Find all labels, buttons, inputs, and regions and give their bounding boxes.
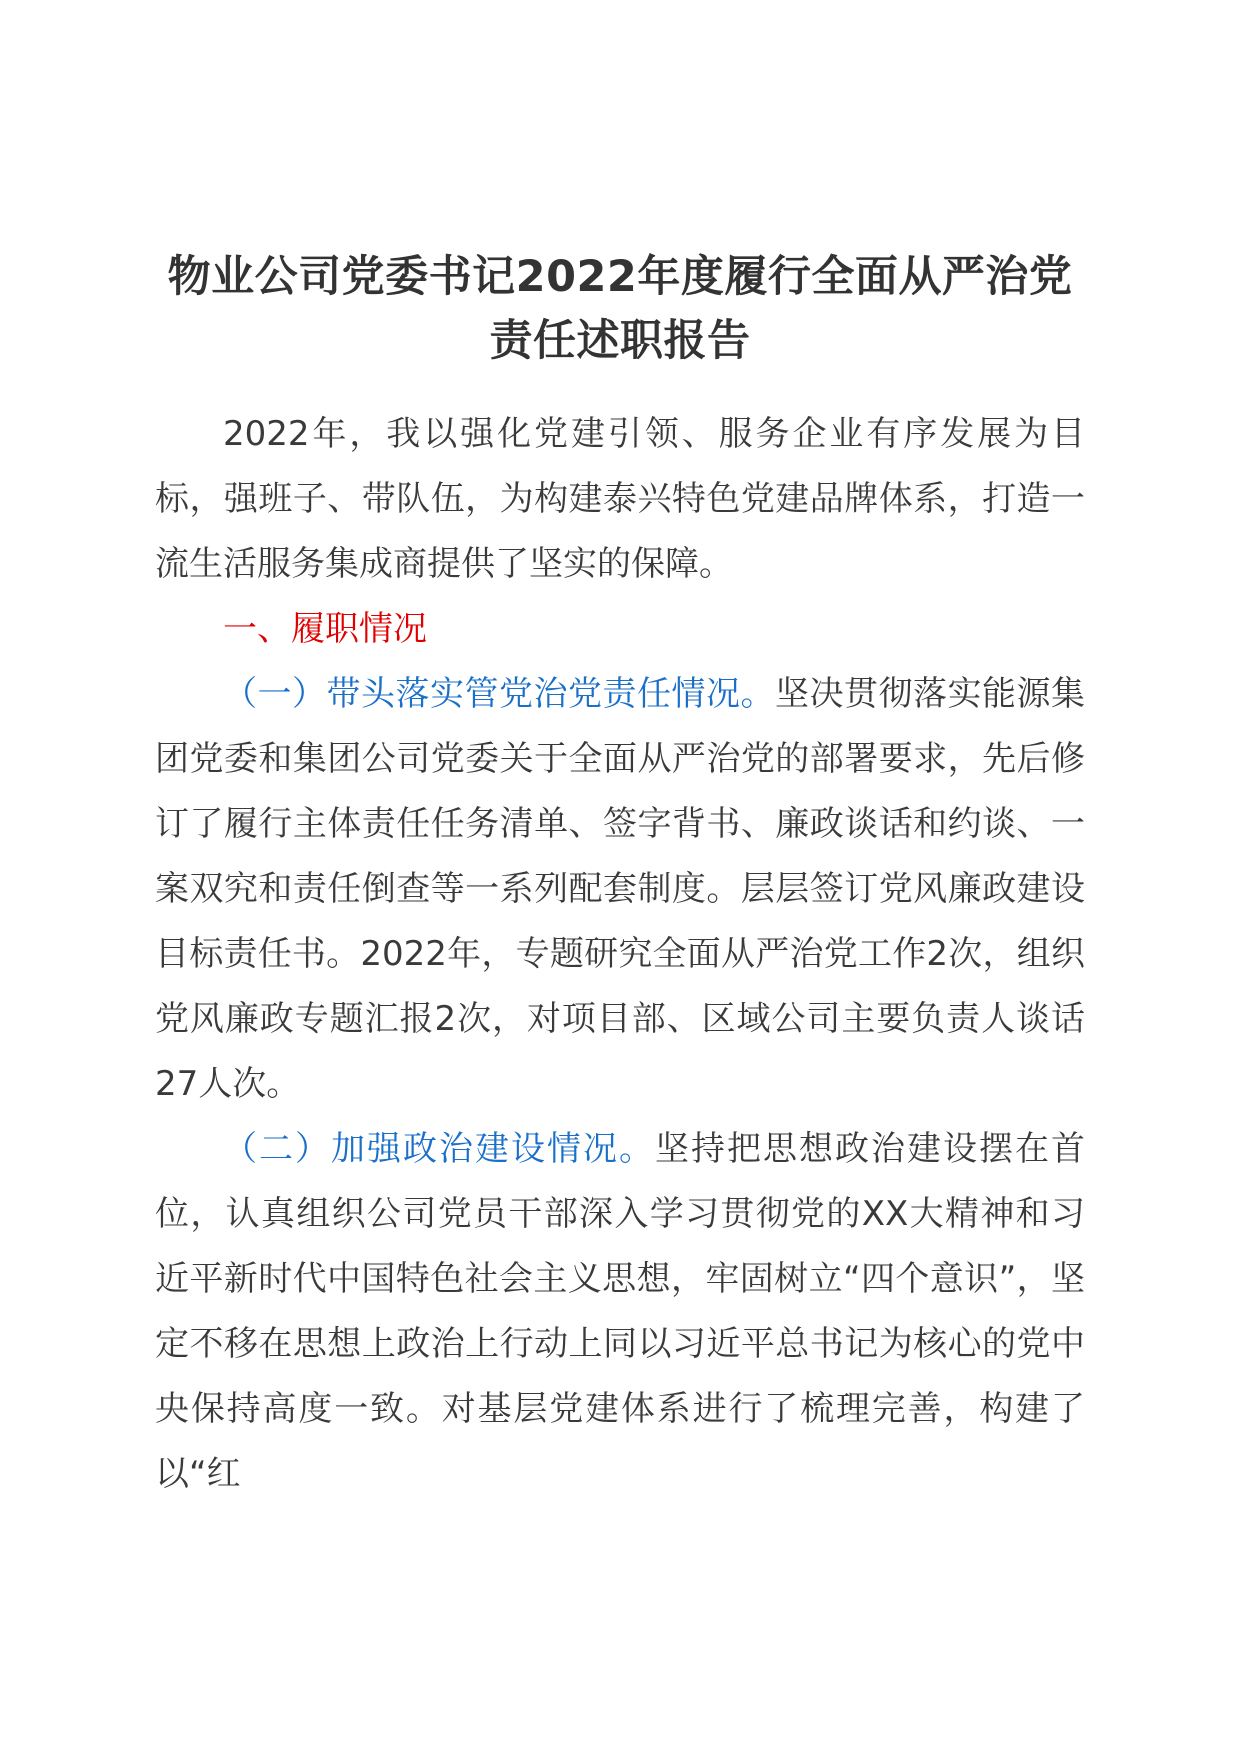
subsection-1-heading: （一）带头落实管党治党责任情况。: [223, 674, 775, 714]
subsection-2-paragraph: [155, 1117, 1085, 1507]
section-heading: [155, 597, 1085, 662]
intro-paragraph: 2022年，我以强化党建引领、服务企业有序发展为目标，强班子、带队伍，为构建泰兴特色党建品牌体系，打造一流生活服务集成商提供了坚实的保障。: [155, 414, 1085, 584]
subsection-1-text: 坚决贯彻落实能源集团党委和集团公司党委关于全面从严治党的部署要求，先后修订了履行主体责任任务清单、签字背书、廉政谈话和约谈、一案双究和责任倒查等一系列配套制度。层层签订党风廉政建设目标责任书。2022年，专题研究全面从严治党工作2次，组织党风廉政专题汇报2次，对项目部、区域公司主要负责人谈话27人次。: [155, 674, 1085, 1104]
section-1-heading: 一、履职情况: [223, 609, 427, 649]
document-body: [155, 402, 1085, 1507]
document-title: 物业公司党委书记2022年度履行全面从严治党责任述职报告: [167, 252, 1073, 366]
subsection-2-text: 坚持把思想政治建设摆在首位，认真组织公司党员干部深入学习贯彻党的XX大精神和习近平新时代中国特色社会主义思想，牢固树立“四个意识”，坚定不移在思想上政治上行动上同以习近平总书记为核心的党中央保持高度一致。对基层党建体系进行了梳理完善，构建了以“红: [155, 1129, 1085, 1494]
subsection-2-heading: （二）加强政治建设情况。: [223, 1129, 655, 1169]
subsection-1-paragraph: [155, 662, 1085, 1117]
